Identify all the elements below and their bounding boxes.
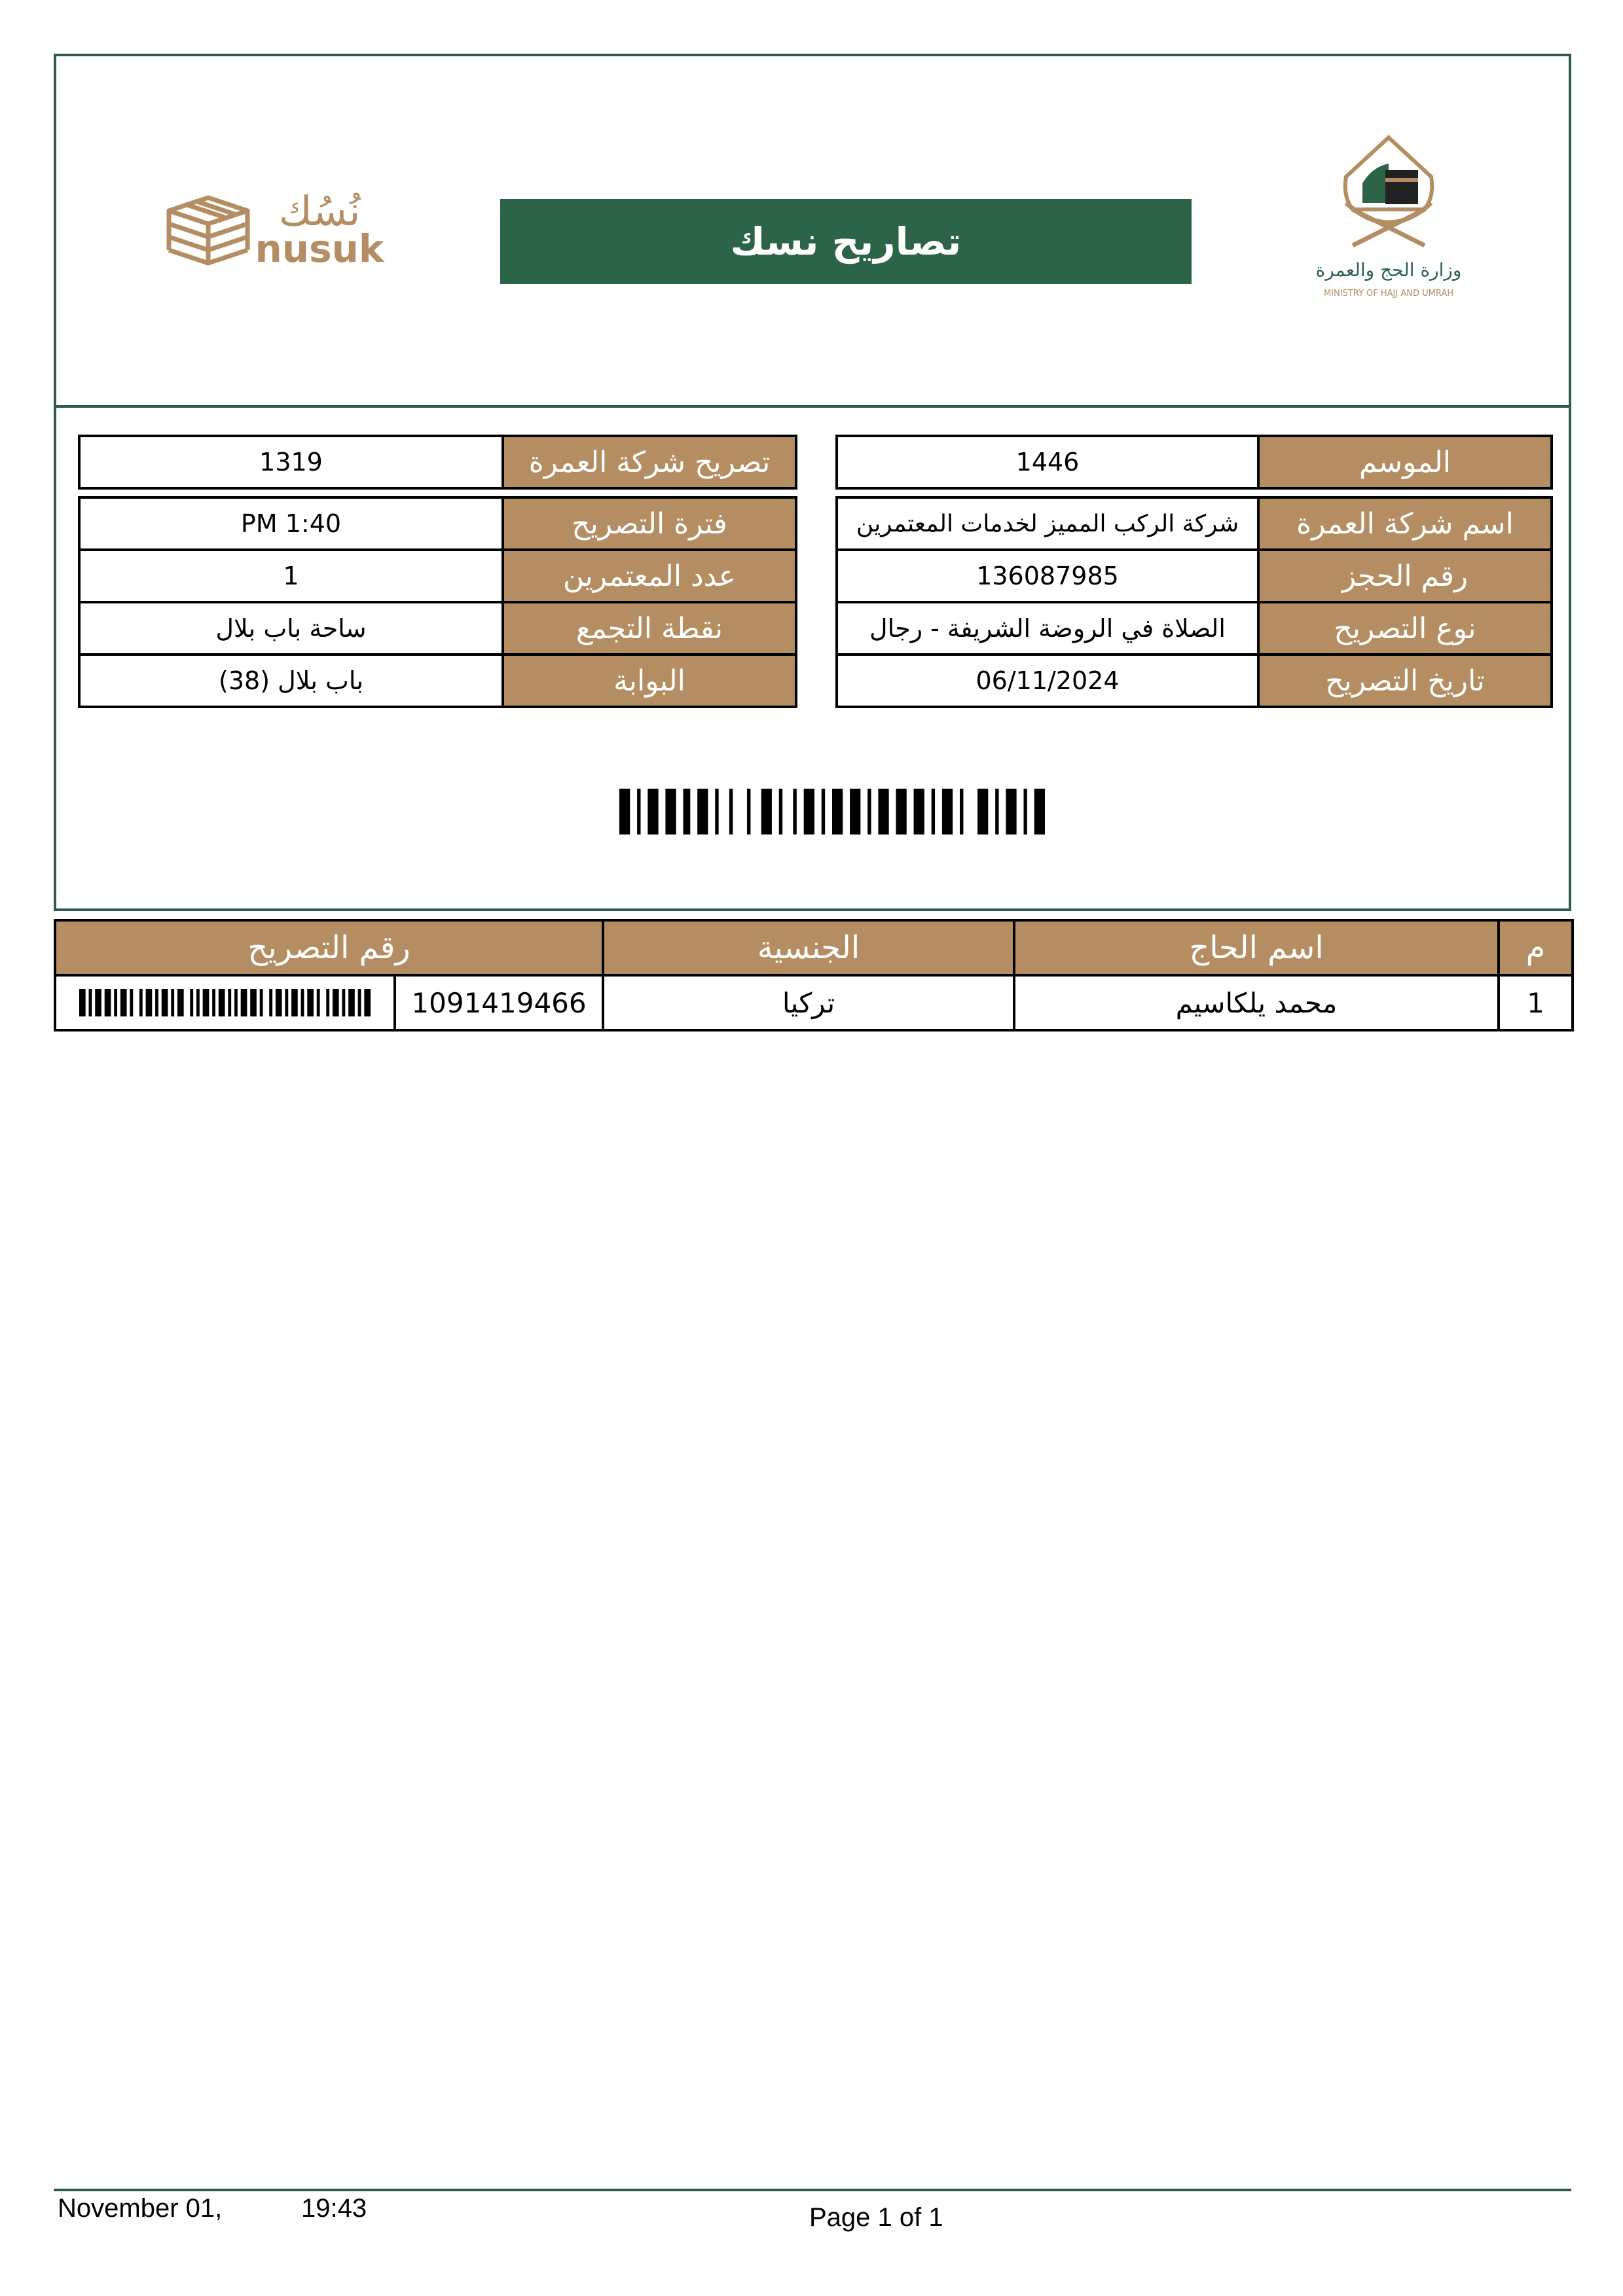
detail-value: 1	[79, 550, 503, 602]
barcode-bar	[307, 989, 314, 1016]
barcode-bar	[729, 789, 733, 834]
nusuk-logo	[162, 178, 392, 283]
detail-label: تصريح شركة العمرة	[503, 436, 796, 488]
barcode-bar	[977, 789, 988, 834]
detail-value: باب بلال (38)	[79, 655, 503, 707]
barcode-bar	[942, 789, 953, 834]
barcode-bar	[747, 789, 750, 834]
barcode-bar	[120, 989, 127, 1016]
detail-row	[837, 550, 1552, 602]
barcode-bar	[114, 989, 117, 1016]
barcode-bar	[793, 789, 796, 834]
detail-row	[837, 655, 1552, 707]
footer-page: Page 1 of 1	[809, 2203, 943, 2232]
header-no: م	[1499, 920, 1573, 975]
footer-time: 19:43	[301, 2194, 367, 2223]
barcode-bar	[960, 789, 963, 834]
detail-row	[79, 497, 796, 550]
detail-value: 06/11/2024	[837, 655, 1258, 707]
barcode-bar	[333, 989, 339, 1016]
header-permit: رقم التصريح	[55, 920, 603, 975]
detail-label: نوع التصريح	[1258, 602, 1552, 655]
barcode-bar	[269, 989, 272, 1016]
header-name: اسم الحاج	[1014, 920, 1499, 975]
barcode-bar	[212, 989, 215, 1016]
barcode-bar	[715, 789, 718, 834]
barcode-bar	[665, 789, 676, 834]
detail-value: شركة الركب المميز لخدمات المعتمرين	[837, 497, 1258, 550]
ministry-logo-english: MINISTRY OF HAJJ AND UMRAH	[1323, 289, 1454, 298]
barcode-bar	[995, 789, 998, 834]
barcode-bar	[1024, 789, 1027, 834]
detail-row	[79, 655, 796, 707]
barcode-bar	[301, 989, 304, 1016]
barcode-bar	[234, 989, 238, 1016]
detail-label: فترة التصريح	[503, 497, 796, 550]
barcode-bar	[326, 989, 329, 1016]
details-left-table	[78, 435, 797, 708]
detail-label: البوابة	[503, 655, 796, 707]
nusuk-logo-arabic: نُسُك	[278, 187, 361, 235]
detail-label: عدد المعتمرين	[503, 550, 796, 602]
barcode-bar	[867, 789, 871, 834]
barcode-bar	[697, 789, 708, 834]
barcode-bar	[146, 989, 153, 1016]
detail-row	[837, 436, 1552, 488]
barcode-bar	[779, 789, 782, 834]
detail-row	[837, 602, 1552, 655]
barcode-bar	[637, 789, 640, 834]
barcode-bar	[285, 989, 288, 1016]
detail-label: اسم شركة العمرة	[1258, 497, 1552, 550]
barcode-bar	[342, 989, 345, 1016]
pilgrims-table	[54, 919, 1574, 1031]
barcode-bar	[619, 789, 630, 834]
barcode-bar	[177, 989, 184, 1016]
barcode-bar	[348, 989, 355, 1016]
barcode-bar	[684, 789, 691, 834]
ministry-logo	[1307, 131, 1470, 308]
detail-value: 1:40 PM	[79, 497, 503, 550]
page-title: تصاريح نسك	[500, 199, 1192, 284]
barcode-bar	[260, 989, 263, 1016]
barcode-bar	[358, 989, 361, 1016]
pilgrim-name: محمد يلكاسيم	[1014, 975, 1499, 1030]
barcode-bar	[196, 989, 200, 1016]
barcode-bar	[190, 989, 193, 1016]
barcode-bar	[804, 789, 814, 834]
barcode-bar	[317, 989, 320, 1016]
barcode-bar	[105, 989, 111, 1016]
pilgrim-no: 1	[1499, 975, 1573, 1030]
header-nationality: الجنسية	[603, 920, 1014, 975]
barcode-bar	[878, 789, 888, 834]
footer-divider	[54, 2189, 1571, 2191]
barcode-bar	[228, 989, 231, 1016]
pilgrim-permit-barcode-cell	[55, 975, 395, 1030]
barcode-bar	[850, 789, 860, 834]
barcode-bar	[171, 989, 174, 1016]
detail-label: رقم الحجز	[1258, 550, 1552, 602]
barcode-bar	[155, 989, 158, 1016]
detail-value: 136087985	[837, 550, 1258, 602]
barcode-bar	[241, 989, 247, 1016]
detail-label: الموسم	[1258, 436, 1552, 488]
footer-date: November 01,	[58, 2194, 223, 2223]
barcode-bar	[162, 989, 168, 1016]
barcode-bar	[1006, 789, 1016, 834]
pilgrim-nationality: تركيا	[603, 975, 1014, 1030]
detail-row	[79, 602, 796, 655]
barcode-bar	[832, 789, 843, 834]
permit-barcode	[79, 989, 371, 1016]
pilgrims-header-row	[55, 920, 1573, 975]
barcode-bar	[95, 989, 101, 1016]
header-divider	[54, 405, 1571, 408]
barcode-bar	[203, 989, 210, 1016]
pilgrim-permit-number: 1091419466	[395, 975, 603, 1030]
barcode-bar	[89, 989, 92, 1016]
barcode-bar	[219, 989, 225, 1016]
barcode-bar	[291, 989, 298, 1016]
barcode-bar	[896, 789, 907, 834]
barcode-bar	[139, 989, 143, 1016]
barcode-bar	[1034, 789, 1045, 834]
detail-label: نقطة التجمع	[503, 602, 796, 655]
barcode-bar	[914, 789, 924, 834]
barcode-bar	[364, 989, 371, 1016]
nusuk-logo-text: nusuk	[255, 226, 384, 271]
barcode-bar	[79, 989, 86, 1016]
detail-value: 1319	[79, 436, 503, 488]
detail-row	[79, 550, 796, 602]
ministry-logo-arabic: وزارة الحج والعمرة	[1315, 259, 1462, 281]
table-row	[55, 975, 1573, 1030]
detail-label: تاريخ التصريح	[1258, 655, 1552, 707]
barcode-bar	[276, 989, 282, 1016]
barcode-bar	[647, 789, 658, 834]
detail-value: 1446	[837, 436, 1258, 488]
barcode-bar	[250, 989, 257, 1016]
barcode-bar	[932, 789, 935, 834]
detail-row	[79, 436, 796, 488]
detail-value: ساحة باب بلال	[79, 602, 503, 655]
booking-barcode	[619, 789, 1045, 834]
detail-row	[837, 497, 1552, 550]
detail-value: الصلاة في الروضة الشريفة - رجال	[837, 602, 1258, 655]
barcode-bar	[822, 789, 825, 834]
barcode-bar	[130, 989, 133, 1016]
details-right-table	[835, 435, 1553, 708]
barcode-bar	[761, 789, 772, 834]
